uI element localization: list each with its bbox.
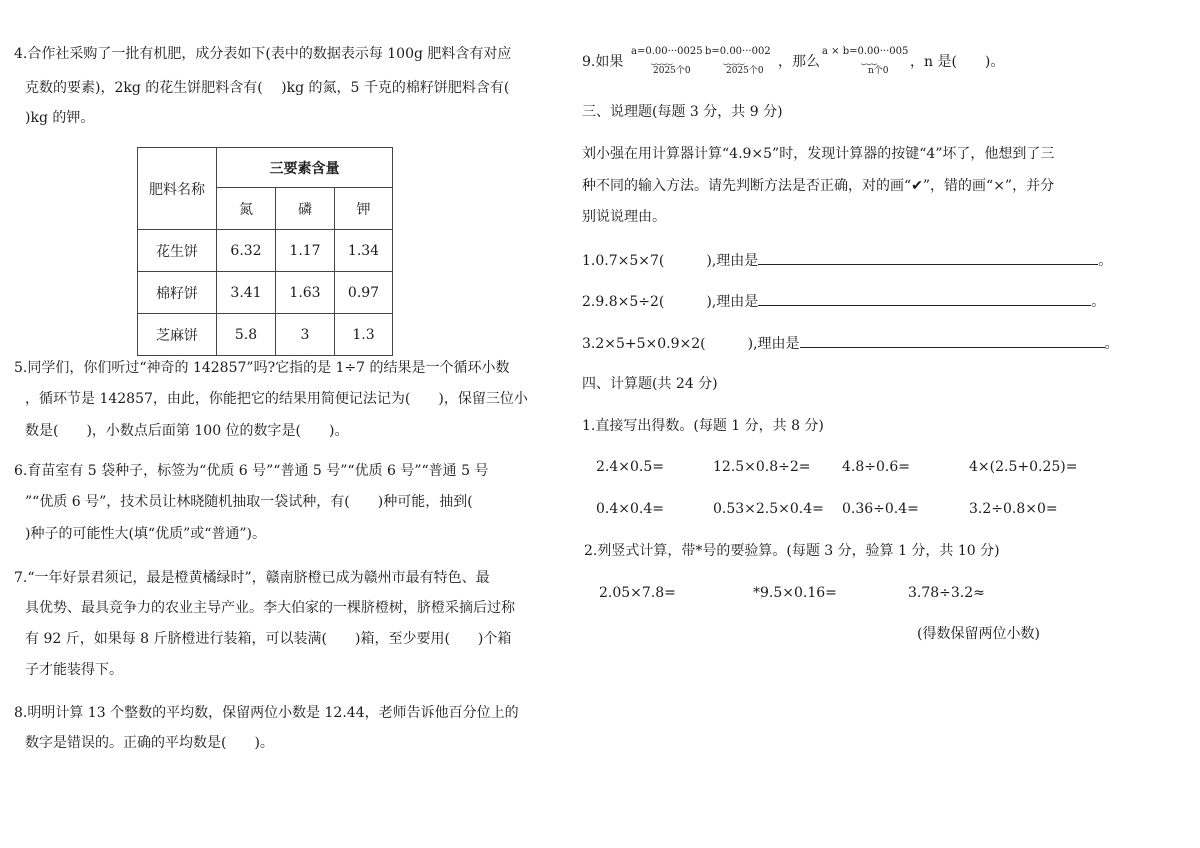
- q7-line1: 7.“一年好景君须记，最是橙黄橘绿时”，赣南脐橙已成为赣州市最有特色、最: [14, 570, 490, 586]
- table-cell-name: 花生饼: [138, 230, 217, 272]
- q9-ab-brace: ⏟⏟⏟: [861, 56, 878, 66]
- table-cell: 3: [276, 314, 335, 356]
- table-cell: 3.41: [217, 272, 276, 314]
- table-header-group: 三要素含量: [217, 148, 393, 188]
- q4-line2: 克数的要素)，2kg 的花生饼肥料含有( )kg 的氮，5 千克的棉籽饼肥料含有(: [25, 80, 510, 96]
- section4-title: 四、计算题(共 24 分): [582, 376, 718, 392]
- calc-r1-4: 4×(2.5+0.25)=: [969, 459, 1078, 475]
- section4-sub1: 1.直接写出得数。(每题 1 分，共 8 分): [582, 418, 824, 434]
- table-cell: 1.17: [276, 230, 335, 272]
- reason-item-3-end: 。: [1104, 336, 1119, 352]
- q6-line3: )种子的可能性大(填“优质”或“普通”)。: [25, 526, 267, 542]
- table-cell: 5.8: [217, 314, 276, 356]
- table-cell: 1.3: [335, 314, 393, 356]
- q7-line4: 子才能装得下。: [25, 662, 123, 678]
- q5-line3: 数是( )，小数点后面第 100 位的数字是( )。: [25, 423, 349, 439]
- q5-line2: ，循环节是 142857，由此，你能把它的结果用简便记法记为( )，保留三位小: [25, 391, 528, 407]
- section3-p2: 种不同的输入方法。请先判断方法是否正确，对的画“✔”，错的画“×”，并分: [582, 178, 1055, 194]
- reason-item-3: [582, 333, 1119, 354]
- reason-item-3-lead: 3.2×5+5×0.9×2( ),理由是: [582, 336, 800, 352]
- q9-a-under: 2025个0: [653, 66, 691, 76]
- calc-r2-2: 0.53×2.5×0.4=: [713, 501, 824, 517]
- q9-a-expr: a=0.00···0025: [631, 46, 703, 57]
- calc-r3-3: 3.78÷3.2≈: [908, 585, 985, 601]
- table-cell: 1.63: [276, 272, 335, 314]
- q9-suffix: ，n 是( )。: [910, 54, 1005, 70]
- section3-title: 三、说理题(每题 3 分，共 9 分): [582, 104, 783, 120]
- reason-item-1-end: 。: [1098, 253, 1113, 269]
- table-cell: 1.34: [335, 230, 393, 272]
- q9-ab-under: n个0: [868, 66, 889, 76]
- q6-line1: 6.育苗室有 5 袋种子，标签为“优质 6 号”“普通 5 号”“优质 6 号”“普通 5 号: [14, 463, 489, 479]
- q7-line3: 有 92 斤，如果每 8 斤脐橙进行装箱，可以装满( )箱，至少要用( )个箱: [25, 631, 512, 647]
- section3-p1: 刘小强在用计算器计算“4.9×5”时，发现计算器的按键“4”坏了，他想到了三: [582, 146, 1055, 162]
- q7-line2: 具优势、最具竞争力的农业主导产业。李大伯家的一棵脐橙树，脐橙采摘后过称: [25, 600, 515, 616]
- calc-r3-1: 2.05×7.8=: [599, 585, 676, 601]
- fertilizer-table: [137, 147, 393, 356]
- table-cell: 6.32: [217, 230, 276, 272]
- q8-line2: 数字是错误的。正确的平均数是( )。: [25, 735, 274, 751]
- table-col-phosphorus: 磷: [276, 188, 335, 230]
- reason-item-2-lead: 2.9.8×5÷2( ),理由是: [582, 294, 759, 310]
- table-row: [138, 272, 393, 314]
- table-col-nitrogen: 氮: [217, 188, 276, 230]
- calc-r2-3: 0.36÷0.4=: [842, 501, 919, 517]
- q9-a-brace: ⏟⏟⏟⏟: [651, 56, 673, 66]
- q9-b-under: 2025个0: [726, 66, 764, 76]
- q6-line2: ”“优质 6 号”，技术员让林晓随机抽取一袋试种，有( )种可能，抽到(: [25, 494, 473, 510]
- calc-r2-1: 0.4×0.4=: [596, 501, 664, 517]
- reason-item-2: [582, 291, 1105, 312]
- table-row: [138, 230, 393, 272]
- section3-p3: 别说说理由。: [582, 209, 666, 225]
- calc-r1-3: 4.8÷0.6=: [842, 459, 910, 475]
- reason-answer-line[interactable]: [800, 333, 1105, 348]
- reason-item-2-end: 。: [1091, 294, 1106, 310]
- calc-note: (得数保留两位小数): [917, 626, 1040, 642]
- calc-r3-2: *9.5×0.16=: [753, 585, 837, 601]
- q5-line1: 5.同学们，你们听过“神奇的 142857”吗?它指的是 1÷7 的结果是一个循环小数: [14, 360, 510, 376]
- q8-line1: 8.明明计算 13 个整数的平均数，保留两位小数是 12.44，老师告诉他百分位上的: [14, 705, 519, 721]
- calc-r1-2: 12.5×0.8÷2=: [713, 459, 811, 475]
- reason-item-1: [582, 250, 1112, 271]
- calc-r1-1: 2.4×0.5=: [596, 459, 664, 475]
- q9-ab-expr: a × b=0.00···005: [822, 46, 909, 57]
- q4-line3: )kg 的钾。: [25, 110, 95, 126]
- section4-sub2: 2.列竖式计算，带*号的要验算。(每题 3 分，验算 1 分，共 10 分): [584, 543, 1000, 559]
- q9-b-expr: b=0.00···002: [705, 46, 771, 57]
- reason-answer-line[interactable]: [758, 291, 1091, 306]
- table-header-name: 肥料名称: [138, 148, 217, 230]
- table-cell-name: 棉籽饼: [138, 272, 217, 314]
- table-cell-name: 芝麻饼: [138, 314, 217, 356]
- q9-mid: ，那么: [778, 54, 820, 70]
- reason-item-1-lead: 1.0.7×5×7( ),理由是: [582, 253, 759, 269]
- table-cell: 0.97: [335, 272, 393, 314]
- q9-b-brace: ⏟⏟⏟⏟: [723, 56, 745, 66]
- table-col-potassium: 钾: [335, 188, 393, 230]
- q9-prefix: 9.如果: [582, 54, 624, 70]
- q4-line1: 4.合作社采购了一批有机肥，成分表如下(表中的数据表示每 100g 肥料含有对应: [14, 46, 512, 62]
- table-row: [138, 314, 393, 356]
- reason-answer-line[interactable]: [758, 250, 1098, 265]
- calc-r2-4: 3.2÷0.8×0=: [969, 501, 1058, 517]
